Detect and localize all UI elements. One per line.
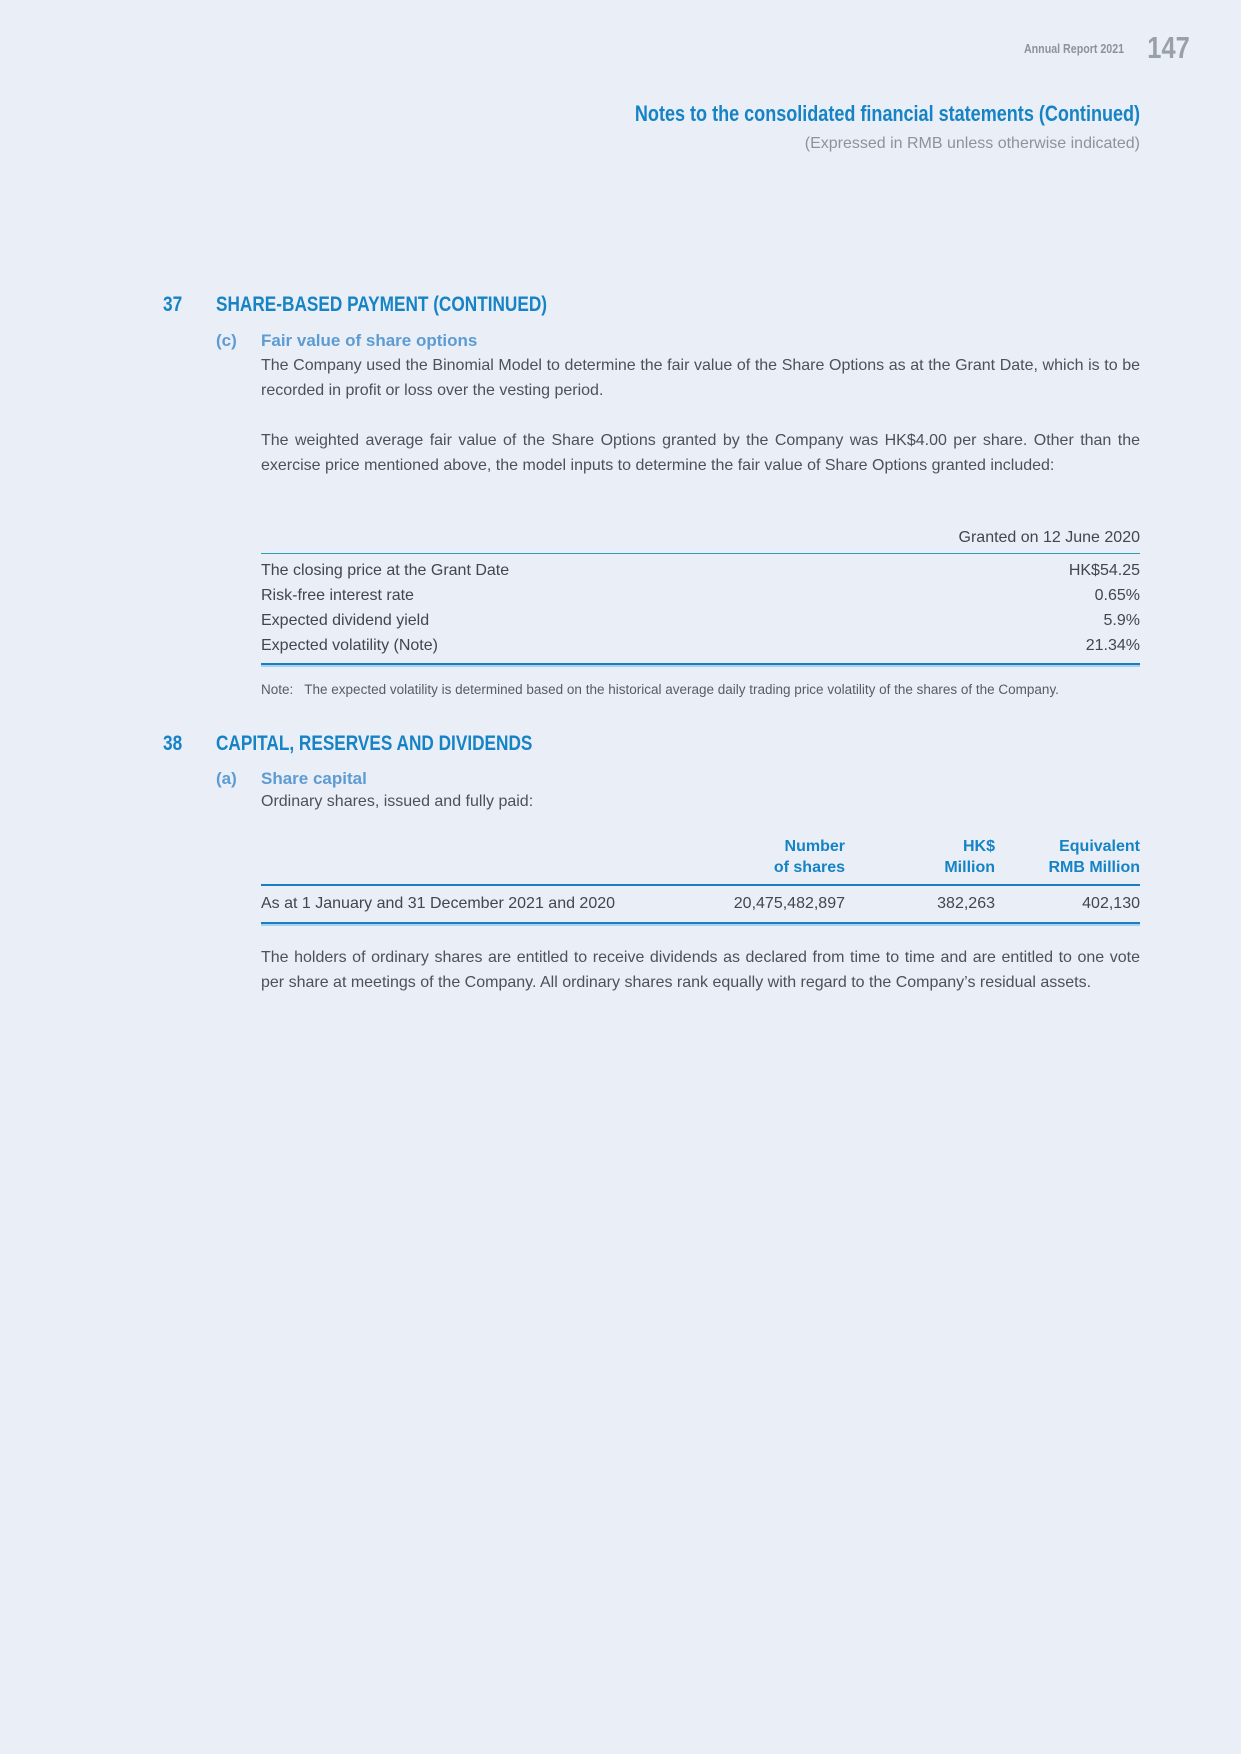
model-inputs-table	[261, 529, 1140, 665]
item-c-letter: (c)	[216, 331, 237, 350]
document-title: Notes to the consolidated financial statements (Continued)	[634, 101, 1140, 126]
note-label: Note:	[261, 682, 294, 697]
row-label: Expected dividend yield	[261, 612, 430, 629]
table-row	[261, 558, 1140, 583]
section-37-heading: SHARE-BASED PAYMENT (CONTINUED)	[216, 293, 548, 316]
share-capital-table	[261, 836, 1140, 924]
volatility-note	[261, 681, 1140, 699]
row-value: 21.34%	[1085, 637, 1140, 654]
row-label: As at 1 January and 31 December 2021 and 2020	[261, 895, 616, 912]
item-c-heading: Fair value of share options	[261, 331, 478, 350]
note-text: The expected volatility is determined based on the historical average daily trading price volatility of the shares of the Company.	[304, 682, 1059, 697]
page-number: 147	[1147, 30, 1190, 65]
section-38-heading: CAPITAL, RESERVES AND DIVIDENDS	[216, 732, 533, 755]
share-capital-table-header	[261, 836, 1140, 886]
paragraph-weighted-average: The weighted average fair value of the Share Options granted by the Company was HK$4.00 per share. Other than the exercise price mentioned above, the model inputs to determine the fair value of Share Options granted included:	[261, 432, 1140, 474]
item-a-heading: Share capital	[261, 769, 367, 788]
row-value: 0.65%	[1094, 587, 1140, 604]
row-label: Risk-free interest rate	[261, 587, 414, 604]
model-inputs-column-header: Granted on 12 June 2020	[958, 529, 1140, 546]
share-capital-table-row	[261, 886, 1140, 924]
number-of-shares-value: 20,475,482,897	[733, 895, 845, 912]
row-value: HK$54.25	[1068, 562, 1140, 579]
model-inputs-table-body	[261, 553, 1140, 665]
row-label: The closing price at the Grant Date	[261, 562, 510, 579]
table-row	[261, 583, 1140, 608]
section-38-number: 38	[163, 732, 183, 755]
row-value: 5.9%	[1103, 612, 1140, 629]
hkd-million-value: 382,263	[937, 895, 995, 912]
share-capital-intro: Ordinary shares, issued and fully paid:	[261, 793, 534, 810]
table-row	[261, 633, 1140, 658]
document-subtitle: (Expressed in RMB unless otherwise indicated)	[804, 135, 1140, 152]
document-title-block	[524, 101, 1140, 153]
header-number-of-shares: Number of shares	[773, 838, 845, 876]
header-spacer	[261, 836, 641, 878]
report-title-label: Annual Report 2021	[1024, 40, 1125, 56]
row-label: Expected volatility (Note)	[261, 637, 438, 654]
header-rmb-million: Equivalent RMB Million	[1048, 838, 1140, 876]
running-header	[1002, 30, 1190, 66]
item-a-letter: (a)	[216, 769, 237, 788]
paragraph-binomial-model: The Company used the Binomial Model to determine the fair value of the Share Options as at the Grant Date, which is to be recorded in profit or loss over the vesting period.	[261, 357, 1140, 399]
header-hkd-million: HK$ Million	[944, 838, 995, 876]
rmb-million-value: 402,130	[1082, 895, 1140, 912]
paragraph-dividend-rights: The holders of ordinary shares are entitled to receive dividends as declared from time to time and are entitled to one vote per share at meetings of the Company. All ordinary shares rank equally with regard to the Company’s residual assets.	[261, 949, 1140, 991]
section-37-number: 37	[163, 293, 183, 316]
table-row	[261, 608, 1140, 633]
